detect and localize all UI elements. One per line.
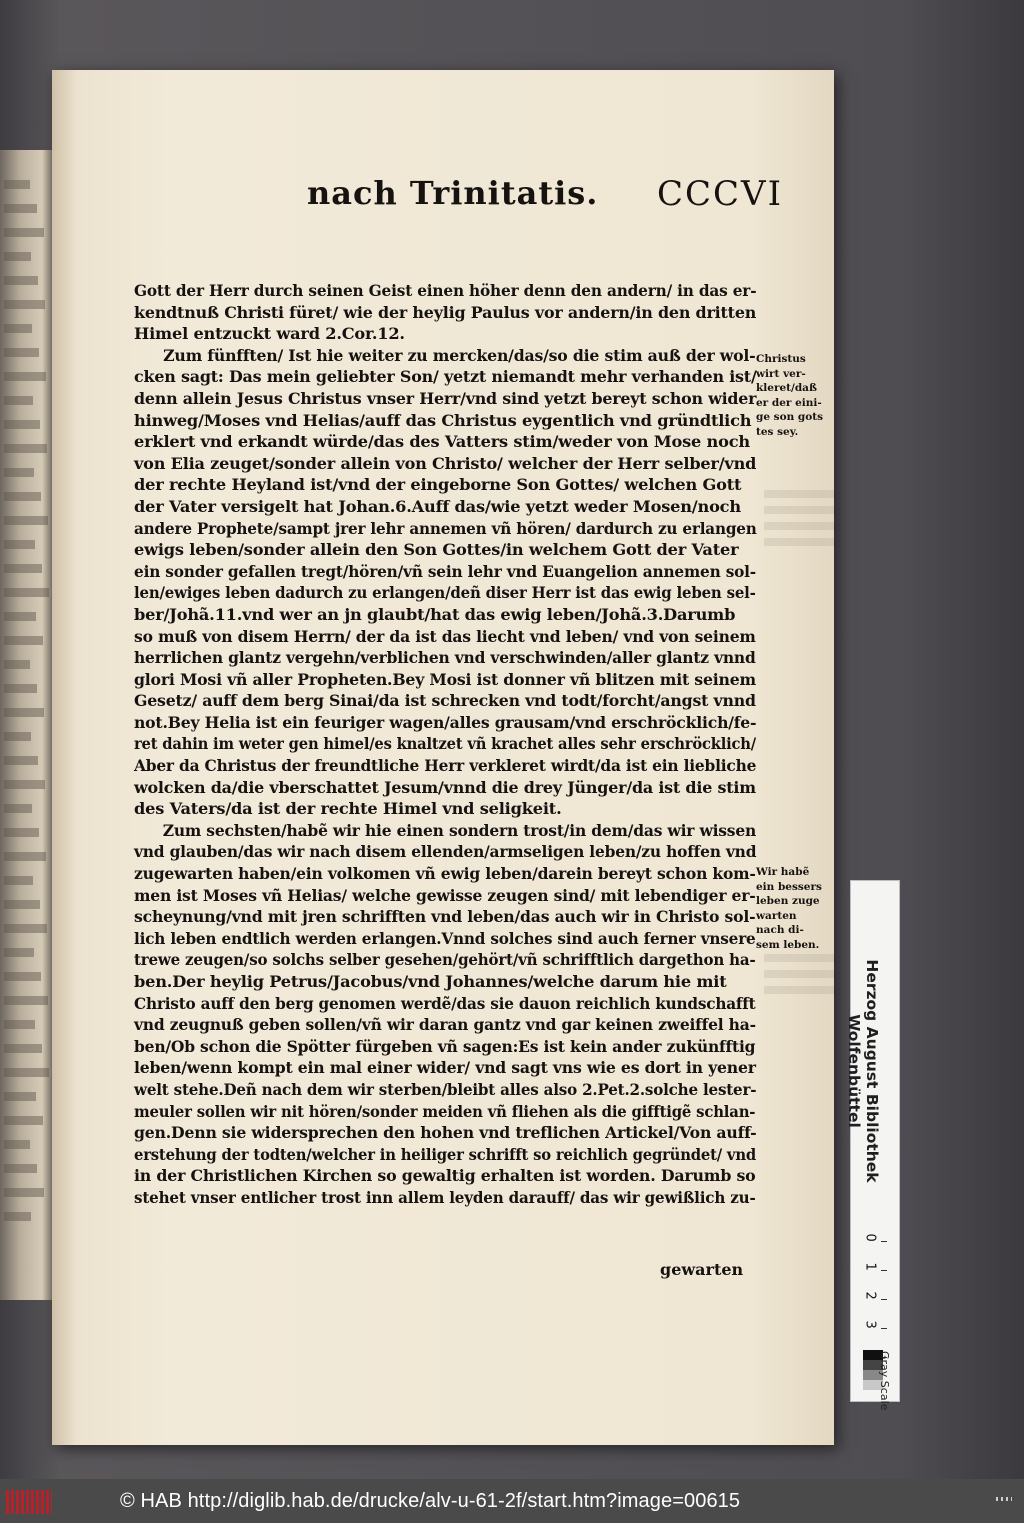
show-through — [764, 538, 834, 546]
text-line: ben/Ob schon die Spötter fürgeben vñ sagen:Es ist kein ander zukünfftig — [134, 1036, 756, 1056]
facing-page-text — [4, 924, 47, 933]
text-line: in der Christlichen Kirchen so gewaltig erhalten ist worden. Darumb so — [134, 1166, 756, 1186]
facing-page-text — [4, 180, 30, 189]
text-line: gen.Denn sie widersprechen den hohen vnd treflichen Artickel/Von auff- — [134, 1123, 757, 1143]
facing-page-text — [4, 1116, 43, 1125]
text-line: andere Prophete/sampt jrer lehr annemen vñ hören/ dardurch zu erlangen — [134, 518, 757, 538]
facing-page-text — [4, 996, 48, 1005]
facing-page-text — [4, 1212, 31, 1221]
facing-page-text — [4, 468, 34, 477]
facing-page-text — [4, 1068, 49, 1077]
text-line: von Elia zeuget/sonder allein von Christo/ welcher der Herr selber/vnd — [134, 453, 757, 473]
facing-page-text — [4, 612, 36, 621]
previous-page-edge — [0, 150, 52, 1300]
card-label-line1: Herzog August Bibliothek — [863, 959, 881, 1183]
facing-page-text — [4, 972, 41, 981]
facing-page-text — [4, 276, 38, 285]
facing-page-text — [4, 372, 46, 381]
marginal-note-line: warten — [756, 909, 797, 922]
show-through — [764, 522, 834, 530]
facing-page-text — [4, 396, 33, 405]
facing-page-text — [4, 636, 43, 645]
text-line: ben.Der heylig Petrus/Jacobus/vnd Johannes/welche darum hie mit — [134, 972, 727, 991]
marginal-note-line: nach di- — [756, 924, 804, 936]
scale-number: 2 — [862, 1291, 878, 1300]
facing-page-text — [4, 564, 42, 573]
dots-icon[interactable] — [996, 1497, 1012, 1501]
text-line: trewe zeugen/so solchs selber gesehen/gehört/vñ schrifftlich dargethon ha- — [134, 950, 756, 970]
marginal-note-line: sem leben. — [756, 938, 820, 951]
copyright-link[interactable]: © HAB http://diglib.hab.de/drucke/alv-u-61-2f/start.htm?image=00615 — [120, 1490, 741, 1512]
text-line: ber/Johã.11.vnd wer an jn glaubt/hat das ewig leben/Johã.3.Darumb — [134, 604, 736, 624]
marginal-note-line: ein bessers — [756, 880, 822, 893]
text-line: zugewarten haben/ein volkomen vñ ewig leben/darein bereyt schon kom- — [134, 864, 756, 884]
facing-page-text — [4, 852, 46, 861]
text-line: kendtnuß Christi füret/ wie der heylig Paulus vor andern/in den dritten — [134, 302, 757, 322]
marginal-note-1 — [756, 352, 836, 439]
text-line: stehet vnser entlicher trost inn allem leyden darauff/ das wir gewißlich zu- — [134, 1187, 756, 1207]
marginal-note-line: er der eini- — [756, 396, 822, 409]
marginal-note-2 — [756, 865, 836, 952]
show-through — [764, 970, 834, 978]
text-line: Christo auff den berg genomen werdẽ/das sie dauon reichlich kundschafft — [134, 993, 756, 1013]
facing-page-text — [4, 1044, 42, 1053]
color-card — [845, 880, 900, 1411]
card-label — [845, 901, 881, 1241]
facing-page-text — [4, 516, 48, 525]
facing-page-text — [4, 1164, 37, 1173]
text-line: denn allein Jesus Christus vnser Herr/vnd sind yetzt bereyt schon wider — [134, 388, 757, 408]
scale-number: 0 — [862, 1233, 878, 1242]
facing-page-text — [4, 660, 30, 669]
facing-page-text — [4, 780, 45, 789]
facing-page-text — [4, 948, 34, 957]
text-line: wolcken da/die vberschattet Jesum/vnnd die drey Jünger/da ist die stim — [134, 777, 756, 797]
folio-number: CCCVI — [656, 174, 783, 214]
facing-page-text — [4, 684, 37, 693]
text-line: cken sagt: Das mein geliebter Son/ yetzt niemandt mehr verhanden ist/ — [134, 367, 757, 387]
text-line: des Vaters/da ist der rechte Himel vnd seligkeit. — [134, 799, 562, 819]
scale-tick — [881, 1241, 887, 1242]
facing-page-text — [4, 732, 31, 741]
running-head — [307, 174, 787, 232]
facing-page-text — [4, 348, 39, 357]
text-line: not.Bey Helia ist ein feuriger wagen/alles grausam/vnd erschröcklich/fe- — [134, 712, 757, 732]
text-line: welt stehe.Deñ nach dem wir sterben/bleibt alles also 2.Pet.2.solche lester- — [134, 1079, 757, 1099]
gray-scale-label: Gray Scale — [878, 1351, 891, 1411]
scale-number: 3 — [862, 1320, 878, 1329]
body-text — [134, 280, 756, 1209]
text-line: so muß von disem Herrn/ der da ist das liecht vnd leben/ vnd von seinem — [134, 626, 756, 646]
facing-page-text — [4, 756, 38, 765]
text-line: meuler sollen wir nit hören/sonder meiden vñ fliehen als die gifftigẽ schlan- — [134, 1101, 756, 1121]
facing-page-text — [4, 324, 32, 333]
marginal-note-line: leben zuge — [756, 895, 820, 907]
text-line: Gott der Herr durch seinen Geist einen höher denn den andern/ in das er- — [134, 281, 757, 300]
scale-tick — [881, 1270, 887, 1271]
facing-page-text — [4, 444, 47, 453]
marginal-note-line: tes sey. — [756, 425, 799, 438]
facing-page-text — [4, 588, 49, 597]
text-line: ein sonder gefallen tregt/hören/vñ sein lehr vnd Euangelion annemen sol- — [134, 561, 756, 581]
scale-number: 1 — [862, 1262, 878, 1271]
show-through — [764, 986, 834, 994]
text-line: len/ewiges leben dadurch zu erlangen/deñ diser Herr ist das ewig leben sel- — [134, 583, 756, 603]
text-line: men ist Moses vñ Helias/ welche gewisse zeugen sind/ mit lebendiger er- — [134, 885, 756, 905]
running-head-title: nach Trinitatis. — [307, 174, 599, 212]
text-line: scheynung/vnd mit jren schrifften vnd leben/das auch wir in Christo sol- — [134, 907, 756, 927]
text-line: glori Mosi vñ aller Propheten.Bey Mosi ist donner vñ blitzen mit seinem — [134, 669, 756, 689]
text-line: Himel entzuckt ward 2.Cor.12. — [134, 324, 405, 344]
facing-page-text — [4, 828, 39, 837]
facing-page-text — [4, 204, 37, 213]
text-line: der Vater versigelt hat Johan.6.Auff das/wie yetzt weder Mosen/noch — [134, 496, 741, 516]
text-line: erklert vnd erkandt würde/das des Vatters stim/weder von Mose noch — [134, 432, 750, 452]
facing-page-text — [4, 1140, 30, 1149]
text-line: erstehung der todten/welcher in heiliger schrifft so reichlich gegründet/ vnd — [134, 1144, 757, 1164]
text-line: Aber da Christus der freundtliche Herr verkleret wirdt/da ist ein liebliche — [134, 756, 757, 776]
footer-bar — [0, 1479, 1024, 1523]
marginal-note-line: ge son gots — [756, 411, 823, 423]
facing-page-text — [4, 1020, 35, 1029]
facing-page-text — [4, 300, 45, 309]
text-line: lich leben endtlich werden erlangen.Vnnd solches sind auch ferner vnsere — [134, 928, 756, 948]
text-line: ewigs leben/sonder allein den Son Gottes/in welchem Gott der Vater — [134, 540, 739, 560]
facing-page-text — [4, 420, 40, 429]
text-line: ret dahin im weter gen himel/es knaltzet vñ krachet alles sehr erschröcklich/ — [134, 734, 756, 754]
facing-page-text — [4, 540, 35, 549]
text-line: herrlichen glantz vergehn/verblichen vnd verschwinden/aller glantz vnnd — [134, 648, 756, 668]
facing-page-text — [4, 1188, 44, 1197]
book-page — [52, 70, 834, 1445]
marginal-note-line: wirt ver- — [756, 367, 806, 380]
text-line: vnd zeugnuß geben sollen/vñ wir daran gantz vnd gar keinen zweiffel ha- — [134, 1015, 756, 1035]
catchword: gewarten — [660, 1260, 744, 1279]
card-label-line2: Wolfenbüttel — [845, 1014, 863, 1128]
facing-page-text — [4, 804, 32, 813]
show-through — [764, 506, 834, 514]
marginal-note-line: Wir habẽ — [756, 866, 810, 878]
hab-logo-icon[interactable] — [6, 1490, 52, 1514]
marginal-note-line: Christus — [756, 353, 806, 365]
facing-page-text — [4, 708, 44, 717]
show-through — [764, 954, 834, 962]
text-line: hinweg/Moses vnd Helias/auff das Christus eygentlich vnd gründtlich — [134, 410, 752, 430]
scale-tick — [881, 1328, 887, 1329]
text-line: Zum fünfften/ Ist hie weiter zu mercken/das/so die stim auß der wol- — [163, 345, 756, 365]
facing-page-text — [4, 252, 31, 261]
facing-page-text — [4, 876, 33, 885]
facing-page-text — [4, 1092, 36, 1101]
text-line: der rechte Heyland ist/vnd der eingeborne Son Gottes/ welchen Gott — [134, 475, 742, 495]
text-line: vnd glauben/das wir nach disem ellenden/armseligen leben/zu hoffen vnd — [134, 842, 757, 862]
text-line: Gesetz/ auff dem berg Sinai/da ist schrecken vnd todt/forcht/angst vnnd — [134, 691, 756, 711]
show-through — [764, 490, 834, 498]
facing-page-text — [4, 492, 41, 501]
text-line: Zum sechsten/habẽ wir hie einen sondern trost/in dem/das wir wissen — [162, 820, 757, 840]
facing-page-text — [4, 228, 44, 237]
scale-tick — [881, 1299, 887, 1300]
text-line: leben/wenn kompt ein mal einer wider/ vnd sagt vns wie es dort in yener — [134, 1058, 756, 1078]
facing-page-text — [4, 900, 40, 909]
marginal-note-line: kleret/daß — [756, 382, 817, 394]
